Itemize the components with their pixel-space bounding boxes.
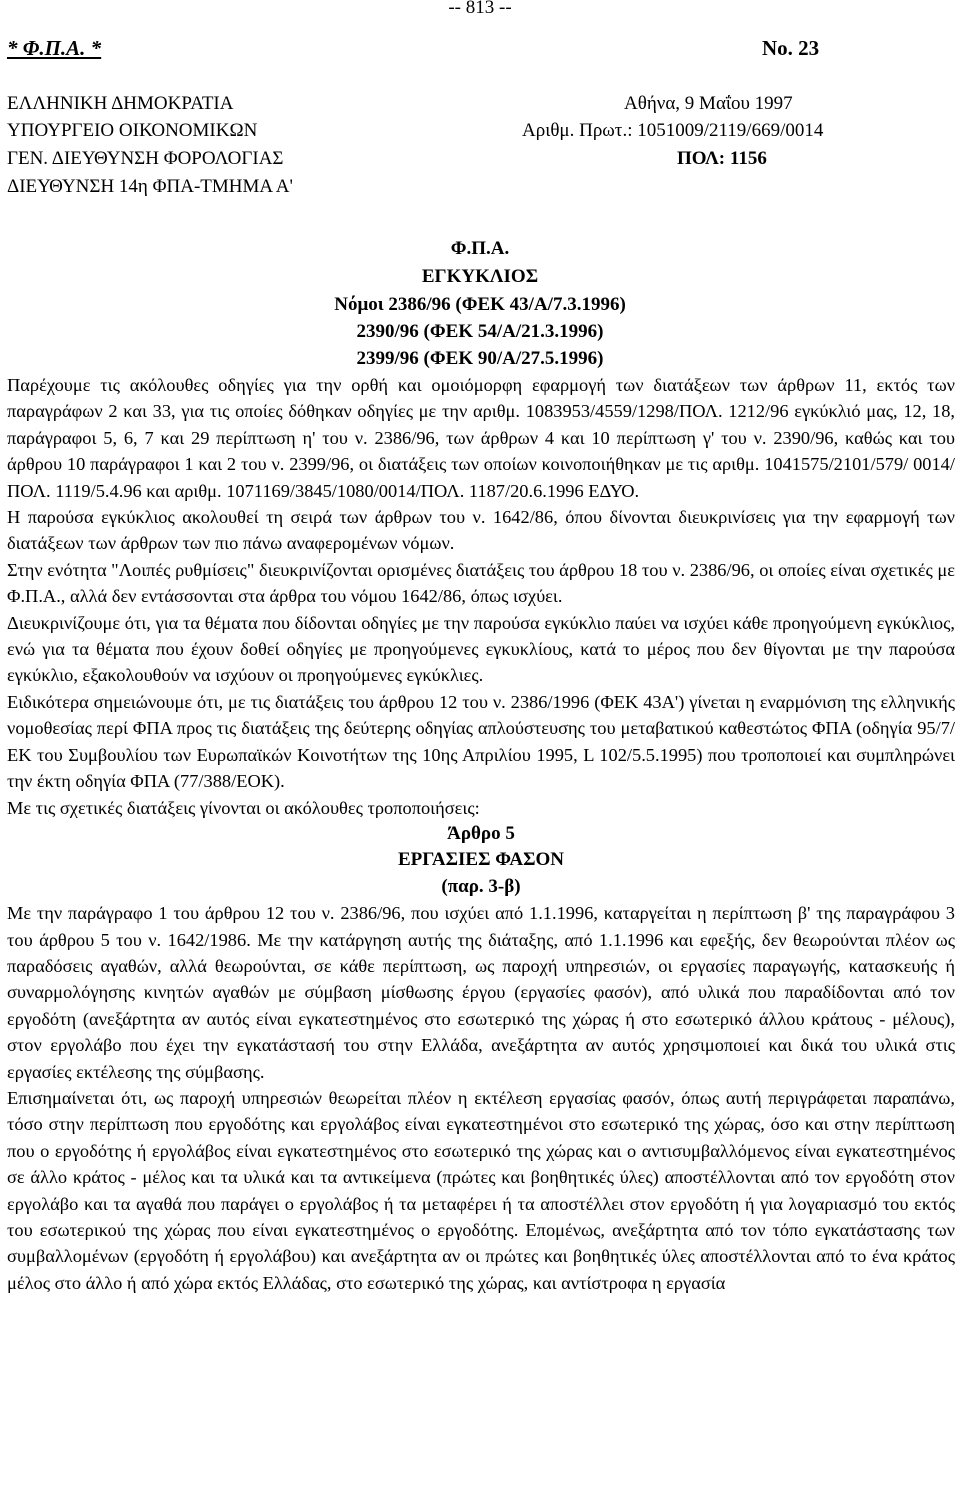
sender-line-2: ΥΠΟΥΡΓΕΙΟ ΟΙΚΟΝΟΜΙΚΩΝ (7, 120, 258, 141)
title-line-1: Φ.Π.Α. (450, 238, 510, 259)
paragraph-harmonisation: Ειδικότερα σημειώνουμε ότι, με τις διατάξεις του άρθρου 12 του ν. 2386/1996 (ΦΕΚ 43Α') γίνεται η εναρμόνιση της ελληνικής νομοθεσίας περί ΦΠΑ προς τις διατάξεις της δεύτερης οδηγίας απλούστευσης του μεταβατικού καθεστώτος ΦΠΑ (οδηγία 95/7/ΕΚ του Συμβουλίου των Ευρωπαϊκών Κοινοτήτων της 10ης Απριλίου 1995, L 102/5.5.1995) που τροποποιεί και συμπληρώνει την έκτη οδηγία ΦΠΑ (77/388/ΕΟΚ). (7, 691, 955, 792)
sender-line-3: ΓΕΝ. ΔΙΕΥΘΥΝΣΗ ΦΟΡΟΛΟΓΙΑΣ (7, 148, 284, 169)
protocol-number: Αριθμ. Πρωτ.: 1051009/2119/669/0014 (522, 120, 824, 141)
title-line-3: Νόμοι 2386/96 (ΦΕΚ 43/Α/7.3.1996) (334, 294, 626, 315)
paragraph-clarification: Επισημαίνεται ότι, ως παροχή υπηρεσιών θεωρείται πλέον η εκτέλεση εργασίας φασόν, όπως αυτή περιγράφεται παραπάνω, τόσο στην περίπτωση που εργοδότης και εργολάβος είναι εγκατεστημένοι στο εσωτερικό της χώρας, όσο και στην περίπτωση που ο εργοδότης ή εργολάβος είναι εγκατεστημένος στο εσωτερικό της χώρας και ο αντισυμβαλλόμενος είναι εγκατεστημένος σε άλλο κράτος - μέλος και τα υλικά και τα αντικείμενα (πρώτες και βοηθητικές ύλες) αποστέλλονται από τον εργοδότη στον εργολάβο και τα αγαθά που παράγει ο εργολάβος ή τα μεταφέρει ή τα αποστέλλει στον εργοδότη ή για λογαριασμό του εκτός του εσωτερικού της χώρας που είναι εγκατεστημένος ο εργοδότης. Επομένως, ανεξάρτητα από τον τόπο εγκατάστασης των συμβαλλομένων (εργοδότη ή εργολάβου) και ανεξάρτητα αν οι πρώτες και βοηθητικές ύλες αποστέλλονται από το ένα κράτος μέλος στο άλλο ή από χώρα εκτός Ελλάδας, στο εσωτερικό της χώρας, και αντίστροφα η εργασία (7, 1087, 955, 1293)
title-line-2: ΕΓΚΥΚΛΙΟΣ (421, 266, 539, 287)
title-line-4: 2390/96 (ΦΕΚ 54/Α/21.3.1996) (356, 321, 604, 342)
sender-line-1: ΕΛΛΗΝΙΚΗ ΔΗΜΟΚΡΑΤΙΑ (7, 93, 234, 114)
page-number: -- 813 -- (448, 0, 512, 18)
sender-line-4: ΔΙΕΥΘΥΝΣΗ 14η ΦΠΑ-ΤΜΗΜΑ Α' (7, 176, 293, 197)
body-text (7, 372, 955, 1296)
paragraph-order: Η παρούσα εγκύκλιος ακολουθεί τη σειρά των άρθρων του ν. 1642/86, όπου δίνονται διευκρινίσεις για την εφαρμογή των διατάξεων των άρθρων των πιο πάνω αναφερομένων νόμων. (7, 507, 955, 554)
paragraph-intro: Παρέχουμε τις ακόλουθες οδηγίες για την ορθή και ομοιόμορφη εφαρμογή των διατάξεων των άρθρων 11, εκτός των παραγράφων 2 και 33, για τις οποίες δόθηκαν οδηγίες με την αριθμ. 1083953/4559/1298/ΠΟΛ. 1212/96 εγκύκλιό μας, 12, 18, παράγραφοι 5, 6, 7 και 29 περίπτωση η' του ν. 2386/96, των άρθρων 4 και 10 περίπτωση γ' του ν. 2390/96, καθώς και του άρθρου 10 παράγραφοι 1 και 2 του ν. 2399/96, οι διατάξεις των οποίων κοινοποιήθηκαν με τις αριθμ. 1041575/2101/579/ 0014/ΠΟΛ. 1119/5.4.96 και αριθμ. 1071169/3845/1080/0014/ΠΟΛ. 1187/20.6.1996 ΕΔΥΟ. (7, 375, 955, 501)
title-line-5: 2399/96 (ΦΕΚ 90/Α/27.5.1996) (356, 348, 604, 369)
paragraph-amendments: Με τις σχετικές διατάξεις γίνονται οι ακόλουθες τροποποιήσεις: (7, 797, 480, 818)
article-paragraph-ref: (παρ. 3-β) (441, 875, 521, 897)
series-title: * Φ.Π.Α. * (7, 36, 102, 60)
article-title: ΕΡΓΑΣΙΕΣ ΦΑΣΟΝ (398, 849, 564, 871)
article-heading: Άρθρο 5 (447, 822, 515, 844)
pol-number: ΠΟΛ: 1156 (677, 148, 767, 169)
paragraph-abolition: Με την παράγραφο 1 του άρθρου 12 του ν. 2386/96, που ισχύει από 1.1.1996, καταργείται η περίπτωση β' της παραγράφου 3 του άρθρου 5 του ν. 1642/1986. Με την κατάργηση αυτής της διάταξης, από 1.1.1996 και εφεξής, δεν θεωρούνται πλέον ως παραδόσεις αγαθών, αλλά θεωρούνται, σε κάθε περίπτωση, ως παροχή υπηρεσιών, οι εργασίες παραγωγής, κατασκευής ή συναρμολόγησης κινητών αγαθών με σύμβαση μίσθωσης έργου (εργασίες φασόν), από υλικά που παραδίδονται από τον εργοδότη (ανεξάρτητα αν αυτός είναι εγκατεστημένος στο εσωτερικό της χώρας ή στο εσωτερικό άλλου κράτους - μέλους), στον εργολάβο που έχει την εγκατάστασή του στην Ελλάδα, ανεξάρτητα αν αυτός χρησιμοποιεί και δικά του υλικά στις εργασίες εκτέλεσης της σύμβασης. (7, 903, 955, 1082)
paragraph-validity: Διευκρινίζουμε ότι, για τα θέματα που δίδονται οδηγίες με την παρούσα εγκύκλιο παύει να ισχύει κάθε προηγούμενη εγκύκλιος, ενώ για τα θέματα που έχουν δοθεί οδηγίες με προηγούμενες εγκυκλίους, κατά το μέρος που δεν θίγονται με την παρούσα εγκύκλιο, εξακολουθούν να ισχύουν οι προηγούμενες εγκύκλιες. (7, 612, 955, 686)
issue-number: No. 23 (762, 36, 820, 60)
place-date: Αθήνα, 9 Μαΐου 1997 (624, 93, 793, 114)
paragraph-other-provisions: Στην ενότητα "Λοιπές ρυθμίσεις" διευκρινίζονται ορισμένες διατάξεις του άρθρου 18 του ν. 2386/96, οι οποίες είναι σχετικές με Φ.Π.Α., αλλά δεν εντάσσονται στα άρθρα του νόμου 1642/86, όπως ισχύει. (7, 559, 955, 607)
